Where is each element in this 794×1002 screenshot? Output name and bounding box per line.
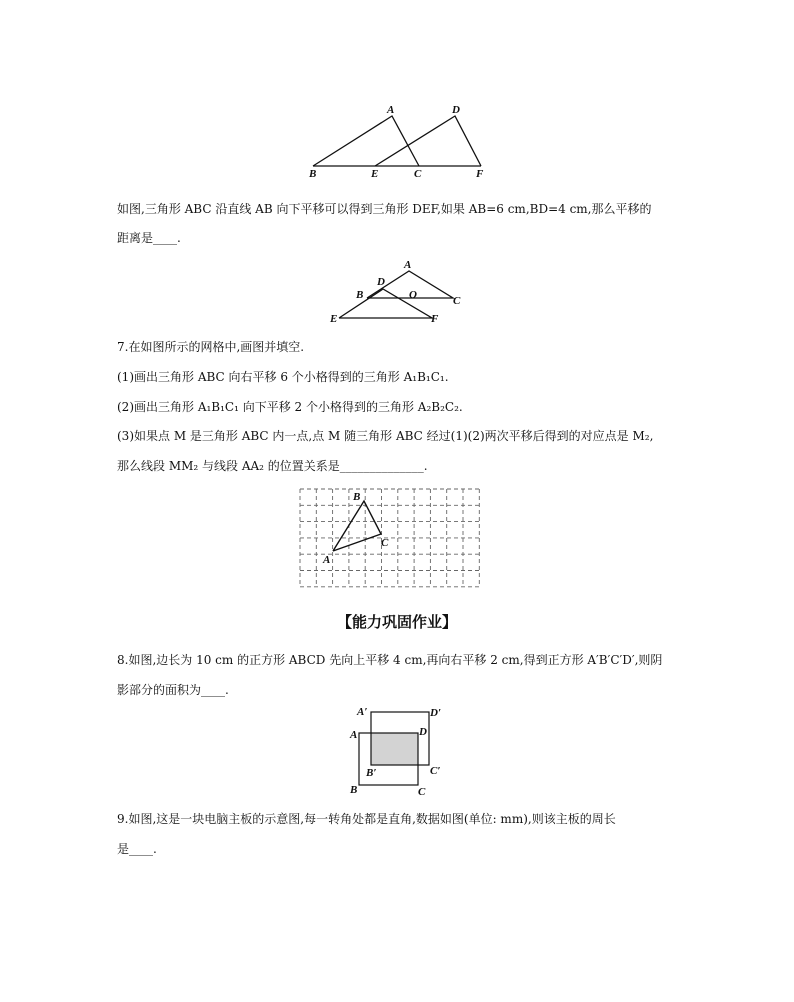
label-D: D xyxy=(452,104,460,116)
figure-grid-triangle xyxy=(295,484,495,599)
label-D: D xyxy=(419,726,427,738)
question-6-cont xyxy=(117,229,181,247)
label-O: O xyxy=(409,289,417,301)
figure-triangles-abc-def xyxy=(300,100,500,180)
q9-line1: 9.如图,这是一块电脑主板的示意图,每一转角处都是直角,数据如图(单位: mm),则该主板的周长 xyxy=(117,812,616,826)
figure-translated-squares xyxy=(345,703,450,798)
q8-line1: 8.如图,边长为 10 cm 的正方形 ABCD 先向上平移 4 cm,再向右平移 2 cm,得到正方形 A′B′C′D′,则阴 xyxy=(117,653,663,667)
figure-overlapping-triangles xyxy=(325,258,470,324)
label-D: D xyxy=(377,276,385,288)
question-7-part1 xyxy=(117,368,449,386)
label-A: A xyxy=(323,554,331,566)
label-F: F xyxy=(476,168,484,180)
question-7-part2 xyxy=(117,398,463,416)
q6-line1: 如图,三角形 ABC 沿直线 AB 向下平移可以得到三角形 DEF,如果 AB=6 cm,BD=4 cm,那么平移的 xyxy=(117,202,652,216)
question-7-part3 xyxy=(117,427,653,445)
label-E: E xyxy=(330,313,338,324)
label-C: C xyxy=(381,537,389,549)
question-9 xyxy=(117,810,616,828)
question-6 xyxy=(117,200,652,218)
q7-stem-text: 7.在如图所示的网格中,画图并填空. xyxy=(117,340,305,354)
label-D-prime: D′ xyxy=(430,707,442,719)
label-B: B xyxy=(350,784,358,796)
label-B: B xyxy=(309,168,317,180)
q7-part2-text: (2)画出三角形 A₁B₁C₁ 向下平移 2 个小格得到的三角形 A₂B₂C₂. xyxy=(117,400,463,414)
label-B-prime: B′ xyxy=(366,767,377,779)
question-7-part3-cont xyxy=(117,457,428,475)
q9-line2: 是____. xyxy=(117,842,157,856)
label-C-prime: C′ xyxy=(430,765,441,777)
q7-part1-text: (1)画出三角形 ABC 向右平移 6 个小格得到的三角形 A₁B₁C₁. xyxy=(117,370,449,384)
question-9-cont xyxy=(117,840,157,858)
label-C: C xyxy=(418,786,426,798)
q7-part3b-text: 那么线段 MM₂ 与线段 AA₂ 的位置关系是______________. xyxy=(117,459,428,473)
q8-line2: 影部分的面积为____. xyxy=(117,683,229,697)
label-F: F xyxy=(431,313,439,324)
label-A-prime: A′ xyxy=(357,706,368,718)
question-8 xyxy=(117,651,662,669)
question-8-cont xyxy=(117,681,229,699)
shaded-overlap xyxy=(371,733,418,765)
section-heading: 【能力巩固作业】 xyxy=(336,613,457,631)
label-A: A xyxy=(387,104,395,116)
label-B: B xyxy=(353,491,361,503)
question-7-stem xyxy=(117,338,304,356)
label-C: C xyxy=(414,168,422,180)
label-B: B xyxy=(356,289,364,301)
label-E: E xyxy=(371,168,379,180)
q6-line2: 距离是____. xyxy=(117,231,181,245)
q7-part3a-text: (3)如果点 M 是三角形 ABC 内一点,点 M 随三角形 ABC 经过(1)(2)两次平移后得到的对应点是 M₂, xyxy=(117,429,654,443)
label-C: C xyxy=(453,295,461,307)
label-A: A xyxy=(404,259,412,271)
label-A: A xyxy=(350,729,358,741)
